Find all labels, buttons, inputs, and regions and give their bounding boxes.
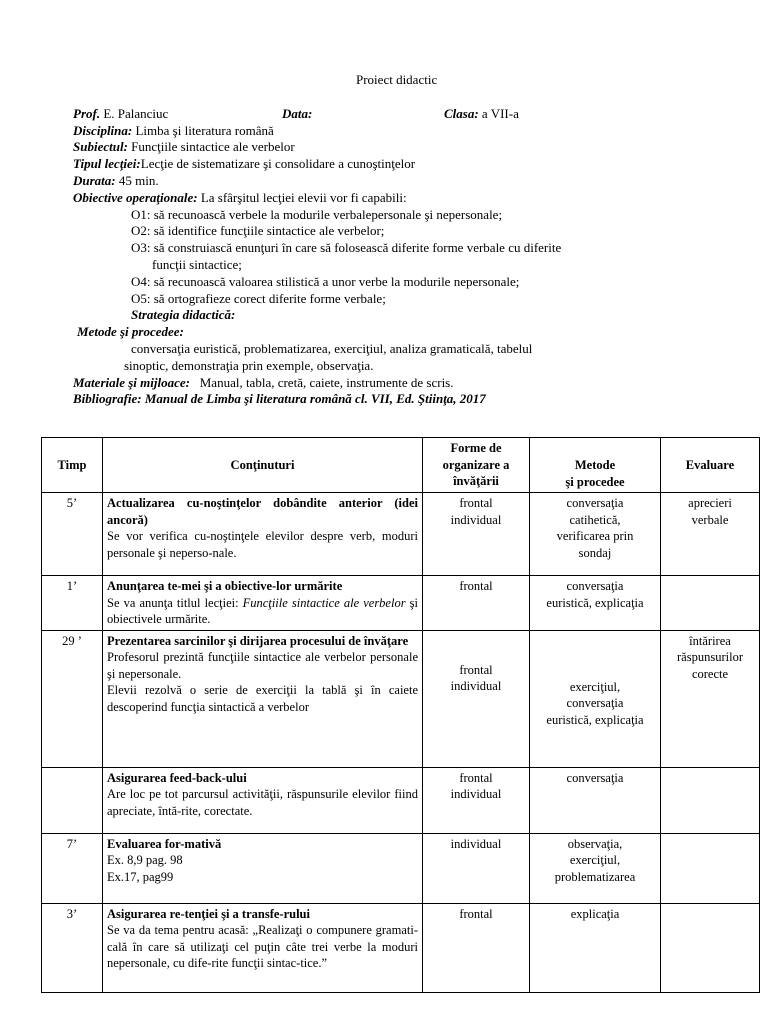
metode-line: conversaţia <box>566 496 624 510</box>
row-timp <box>42 767 103 833</box>
table-row <box>42 767 760 833</box>
header-evaluare: Evaluare <box>661 438 760 493</box>
eval-line: răspunsurilor <box>677 650 743 664</box>
metode-line: exerciţiul, <box>569 679 621 694</box>
table-row <box>42 493 760 576</box>
disciplina-label: Disciplina: <box>73 123 133 138</box>
materiale-value: Manual, tabla, cretă, caiete, instrumente de scris. <box>199 375 454 390</box>
metode-label: Metode şi procedee: <box>77 324 184 339</box>
prof-line <box>73 105 168 122</box>
header-timp: Timp <box>42 438 103 493</box>
metode-line: euristică, explicaţia <box>546 595 644 610</box>
row-content <box>103 630 423 767</box>
row-body-pre: Se va anunţa titlul lecţiei: <box>107 595 239 610</box>
row-body: Se va da tema pentru acasă: „Realizaţi o compunere gramati-cală în care să utilizaţi cel puţin câte trei verbe la moduri nepersonale, cu dife-rite funcţii sintac-tice.” <box>107 923 418 970</box>
materiale-line <box>73 374 454 391</box>
forme-line: individual <box>450 679 502 693</box>
row-title: Prezentarea sarcinilor şi dirijarea procesului de învăţare <box>107 633 409 648</box>
subiect-label: Subiectul: <box>73 139 128 154</box>
row-evaluare <box>661 493 760 576</box>
row-metode <box>530 493 661 576</box>
row-timp: 7’ <box>42 833 103 903</box>
disciplina-line <box>73 122 274 139</box>
durata-value: 45 min. <box>118 173 159 188</box>
row-evaluare <box>661 630 760 767</box>
row-evaluare <box>661 833 760 903</box>
row-timp: 29 ’ <box>42 630 103 767</box>
forme-line: individual <box>450 512 502 527</box>
metode-line: exerciţiul, <box>569 853 621 867</box>
row-body-post: şi obiectivele urmărite. <box>107 595 419 626</box>
row-evaluare <box>661 767 760 833</box>
row-forme: frontal <box>423 576 530 631</box>
table-row <box>42 630 760 767</box>
clasa-label: Clasa: <box>444 106 479 121</box>
row-title: Asigurarea feed-back-ului <box>107 770 247 785</box>
row-body: Se vor verifica cu-noştinţele elevilor despre verb, moduri personale şi neperso-nale. <box>107 529 418 560</box>
metode-line: observaţia, <box>567 836 623 851</box>
objective-o3-line1: O3: să construiască enunţuri în care să folosească diferite forme verbale cu diferite <box>131 240 562 255</box>
row-metode: explicaţia <box>530 903 661 992</box>
metode-line: euristică, explicaţia <box>546 712 644 727</box>
obiective-label: Obiective operaţionale: <box>73 190 198 205</box>
obiective-line <box>73 189 407 206</box>
metode-line: conversaţia <box>566 696 624 710</box>
subiect-line <box>73 138 295 155</box>
table-row <box>42 576 760 631</box>
tipul-line <box>73 155 415 172</box>
forme-line: frontal <box>459 496 493 510</box>
prof-value: E. Palanciuc <box>103 106 169 121</box>
header-metode-l2: şi procedee <box>565 474 625 489</box>
row-body: Elevii rezolvă o serie de exerciţii la tablă şi în caiete descoperind funcţia sintactică a verbelor <box>107 683 418 714</box>
eval-line: întărirea <box>689 633 731 648</box>
row-title: Anunţarea te-mei şi a obiective-lor urmărite <box>107 579 343 593</box>
page-title: Proiect didactic <box>356 72 438 87</box>
metode-line: problematizarea <box>554 869 636 884</box>
prof-label: Prof. <box>73 106 101 121</box>
eval-line: aprecieri <box>688 496 732 510</box>
subiect-value: Funcţiile sintactice ale verbelor <box>131 139 295 154</box>
row-content <box>103 767 423 833</box>
forme-line: individual <box>450 787 502 801</box>
table-header-row <box>42 438 760 493</box>
row-metode <box>530 576 661 631</box>
header-forme: Forme de organizare a învăţării <box>423 438 530 493</box>
row-forme: individual <box>423 833 530 903</box>
clasa-value: a VII-a <box>481 106 519 121</box>
row-title: Evaluarea for-mativă <box>107 836 222 851</box>
objective-o4: O4: să recunoască valoarea stilistică a unor verbe la modurile nepersonale; <box>131 274 520 289</box>
lesson-plan-table <box>41 437 760 993</box>
durata-line <box>73 172 159 189</box>
row-timp: 5’ <box>42 493 103 576</box>
row-content <box>103 493 423 576</box>
tipul-value: Lecţie de sistematizare şi consolidare a cunoştinţelor <box>140 156 416 171</box>
objective-o1: O1: să recunoască verbele la modurile verbalepersonale şi nepersonale; <box>131 207 503 222</box>
row-body: Are loc pe tot parcursul activităţii, răspunsurile elevilor fiind apreciate, întă-rite, corectate. <box>107 787 418 818</box>
metode-line1: conversaţia euristică, problematizarea, exerciţiul, analiza gramaticală, tabelul <box>131 341 533 356</box>
header-metode-l1: Metode <box>574 458 616 472</box>
row-evaluare <box>661 576 760 631</box>
metode-line2: sinoptic, demonstraţia prin exemple, observaţia. <box>124 358 374 373</box>
bibliografie: Bibliografie: Manual de Limba şi literatura română cl. VII, Ed. Ştiinţa, 2017 <box>73 391 486 406</box>
row-metode <box>530 630 661 767</box>
row-metode <box>530 833 661 903</box>
metode-line: sondaj <box>578 545 612 560</box>
eval-line: verbale <box>691 512 729 527</box>
eval-line: corecte <box>691 666 729 681</box>
disciplina-value: Limba şi literatura română <box>135 123 274 138</box>
tipul-label: Tipul lecţiei: <box>73 156 141 171</box>
data-label: Data: <box>282 106 313 121</box>
obiective-intro: La sfârşitul lecţiei elevii vor fi capabili: <box>200 190 407 205</box>
row-evaluare <box>661 903 760 992</box>
forme-line: frontal <box>459 662 493 677</box>
row-forme <box>423 630 530 767</box>
table-row <box>42 903 760 992</box>
row-metode: conversaţia <box>530 767 661 833</box>
objective-o3-line2: funcţii sintactice; <box>152 257 242 272</box>
row-body: Ex. 8,9 pag. 98 <box>107 853 183 867</box>
row-body: Profesorul prezintă funcţiile sintactice ale verbelor personale şi nepersonale. <box>107 650 418 681</box>
row-timp: 3’ <box>42 903 103 992</box>
row-forme <box>423 767 530 833</box>
materiale-label: Materiale şi mijloace: <box>73 375 190 390</box>
metode-line: verificarea prin <box>556 529 634 543</box>
strategia-label: Strategia didactică: <box>131 307 236 322</box>
forme-line: frontal <box>459 770 493 785</box>
row-content <box>103 833 423 903</box>
row-content <box>103 903 423 992</box>
row-body: Ex.17, pag99 <box>107 869 174 884</box>
objective-o5: O5: să ortografieze corect diferite forme verbale; <box>131 291 386 306</box>
clasa-line <box>444 105 519 122</box>
row-forme: frontal <box>423 903 530 992</box>
row-title: Asigurarea re-tenţiei şi a transfe-rului <box>107 906 310 921</box>
objective-o2: O2: să identifice funcţiile sintactice ale verbelor; <box>131 223 385 238</box>
metode-line: catihetică, <box>569 512 621 527</box>
row-body <box>107 595 418 628</box>
durata-label: Durata: <box>73 173 116 188</box>
row-title: Actualizarea cu-noştinţelor dobândite anterior (idei ancoră) <box>107 496 418 527</box>
row-forme <box>423 493 530 576</box>
lesson-title-italic: Funcţiile sintactice ale verbelor <box>242 595 406 610</box>
header-metode <box>530 438 661 493</box>
metode-line: conversaţia <box>566 579 624 593</box>
row-content <box>103 576 423 631</box>
header-continuturi: Conţinuturi <box>103 438 423 493</box>
row-timp: 1’ <box>42 576 103 631</box>
table-row <box>42 833 760 903</box>
